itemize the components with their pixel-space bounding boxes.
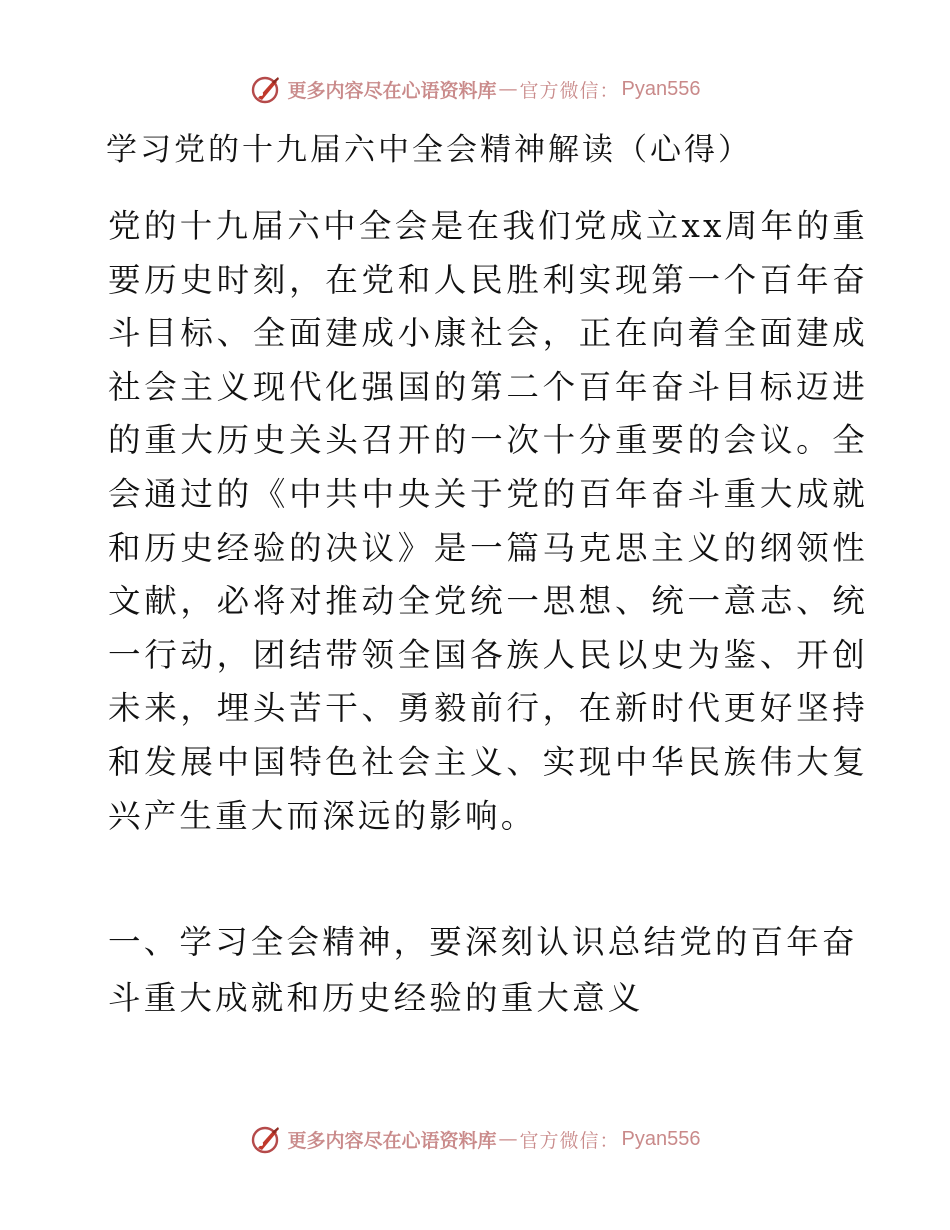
banner-wechat-id: Pyan556 (621, 1127, 701, 1150)
quill-pen-logo-icon (250, 1123, 282, 1155)
banner-main-text: 更多内容尽在心语资料库 (287, 79, 497, 102)
banner-main-text: 更多内容尽在心语资料库 (287, 1129, 497, 1152)
section-heading: 一、学习全会精神，要深刻认识总结党的百年奋斗重大成就和历史经验的重大意义 (108, 923, 858, 1017)
banner-separator: — (498, 1128, 518, 1150)
body-paragraph: 党的十九届六中全会是在我们党成立xx周年的重要历史时刻，在党和人民胜利实现第一个百年奋斗目标、全面建成小康社会，正在向着全面建成社会主义现代化强国的第二个百年奋斗目标迈进的重大历史关头召开的一次十分重要的会议。全会通过的《中共中央关于党的百年奋斗重大成就和历史经验的决议》是一篇马克思主义的纲领性文献，必将对推动全党统一思想、统一意志、统一行动，团结带领全国各族人民以史为鉴、开创未来，埋头苦干、勇毅前行，在新时代更好坚持和发展中国特色社会主义、实现中华民族伟大复兴产生重大而深远的影响。 (108, 207, 868, 835)
quill-pen-logo-icon (250, 73, 282, 105)
banner-wechat-label: 官方微信： (519, 79, 620, 102)
header-banner (0, 72, 950, 106)
banner-wechat-id: Pyan556 (621, 77, 701, 100)
footer-banner (0, 1122, 950, 1156)
banner-separator: — (498, 78, 518, 100)
banner-wechat-label: 官方微信： (519, 1129, 620, 1152)
document-title: 学习党的十九届六中全会精神解读（心得） (106, 132, 752, 168)
